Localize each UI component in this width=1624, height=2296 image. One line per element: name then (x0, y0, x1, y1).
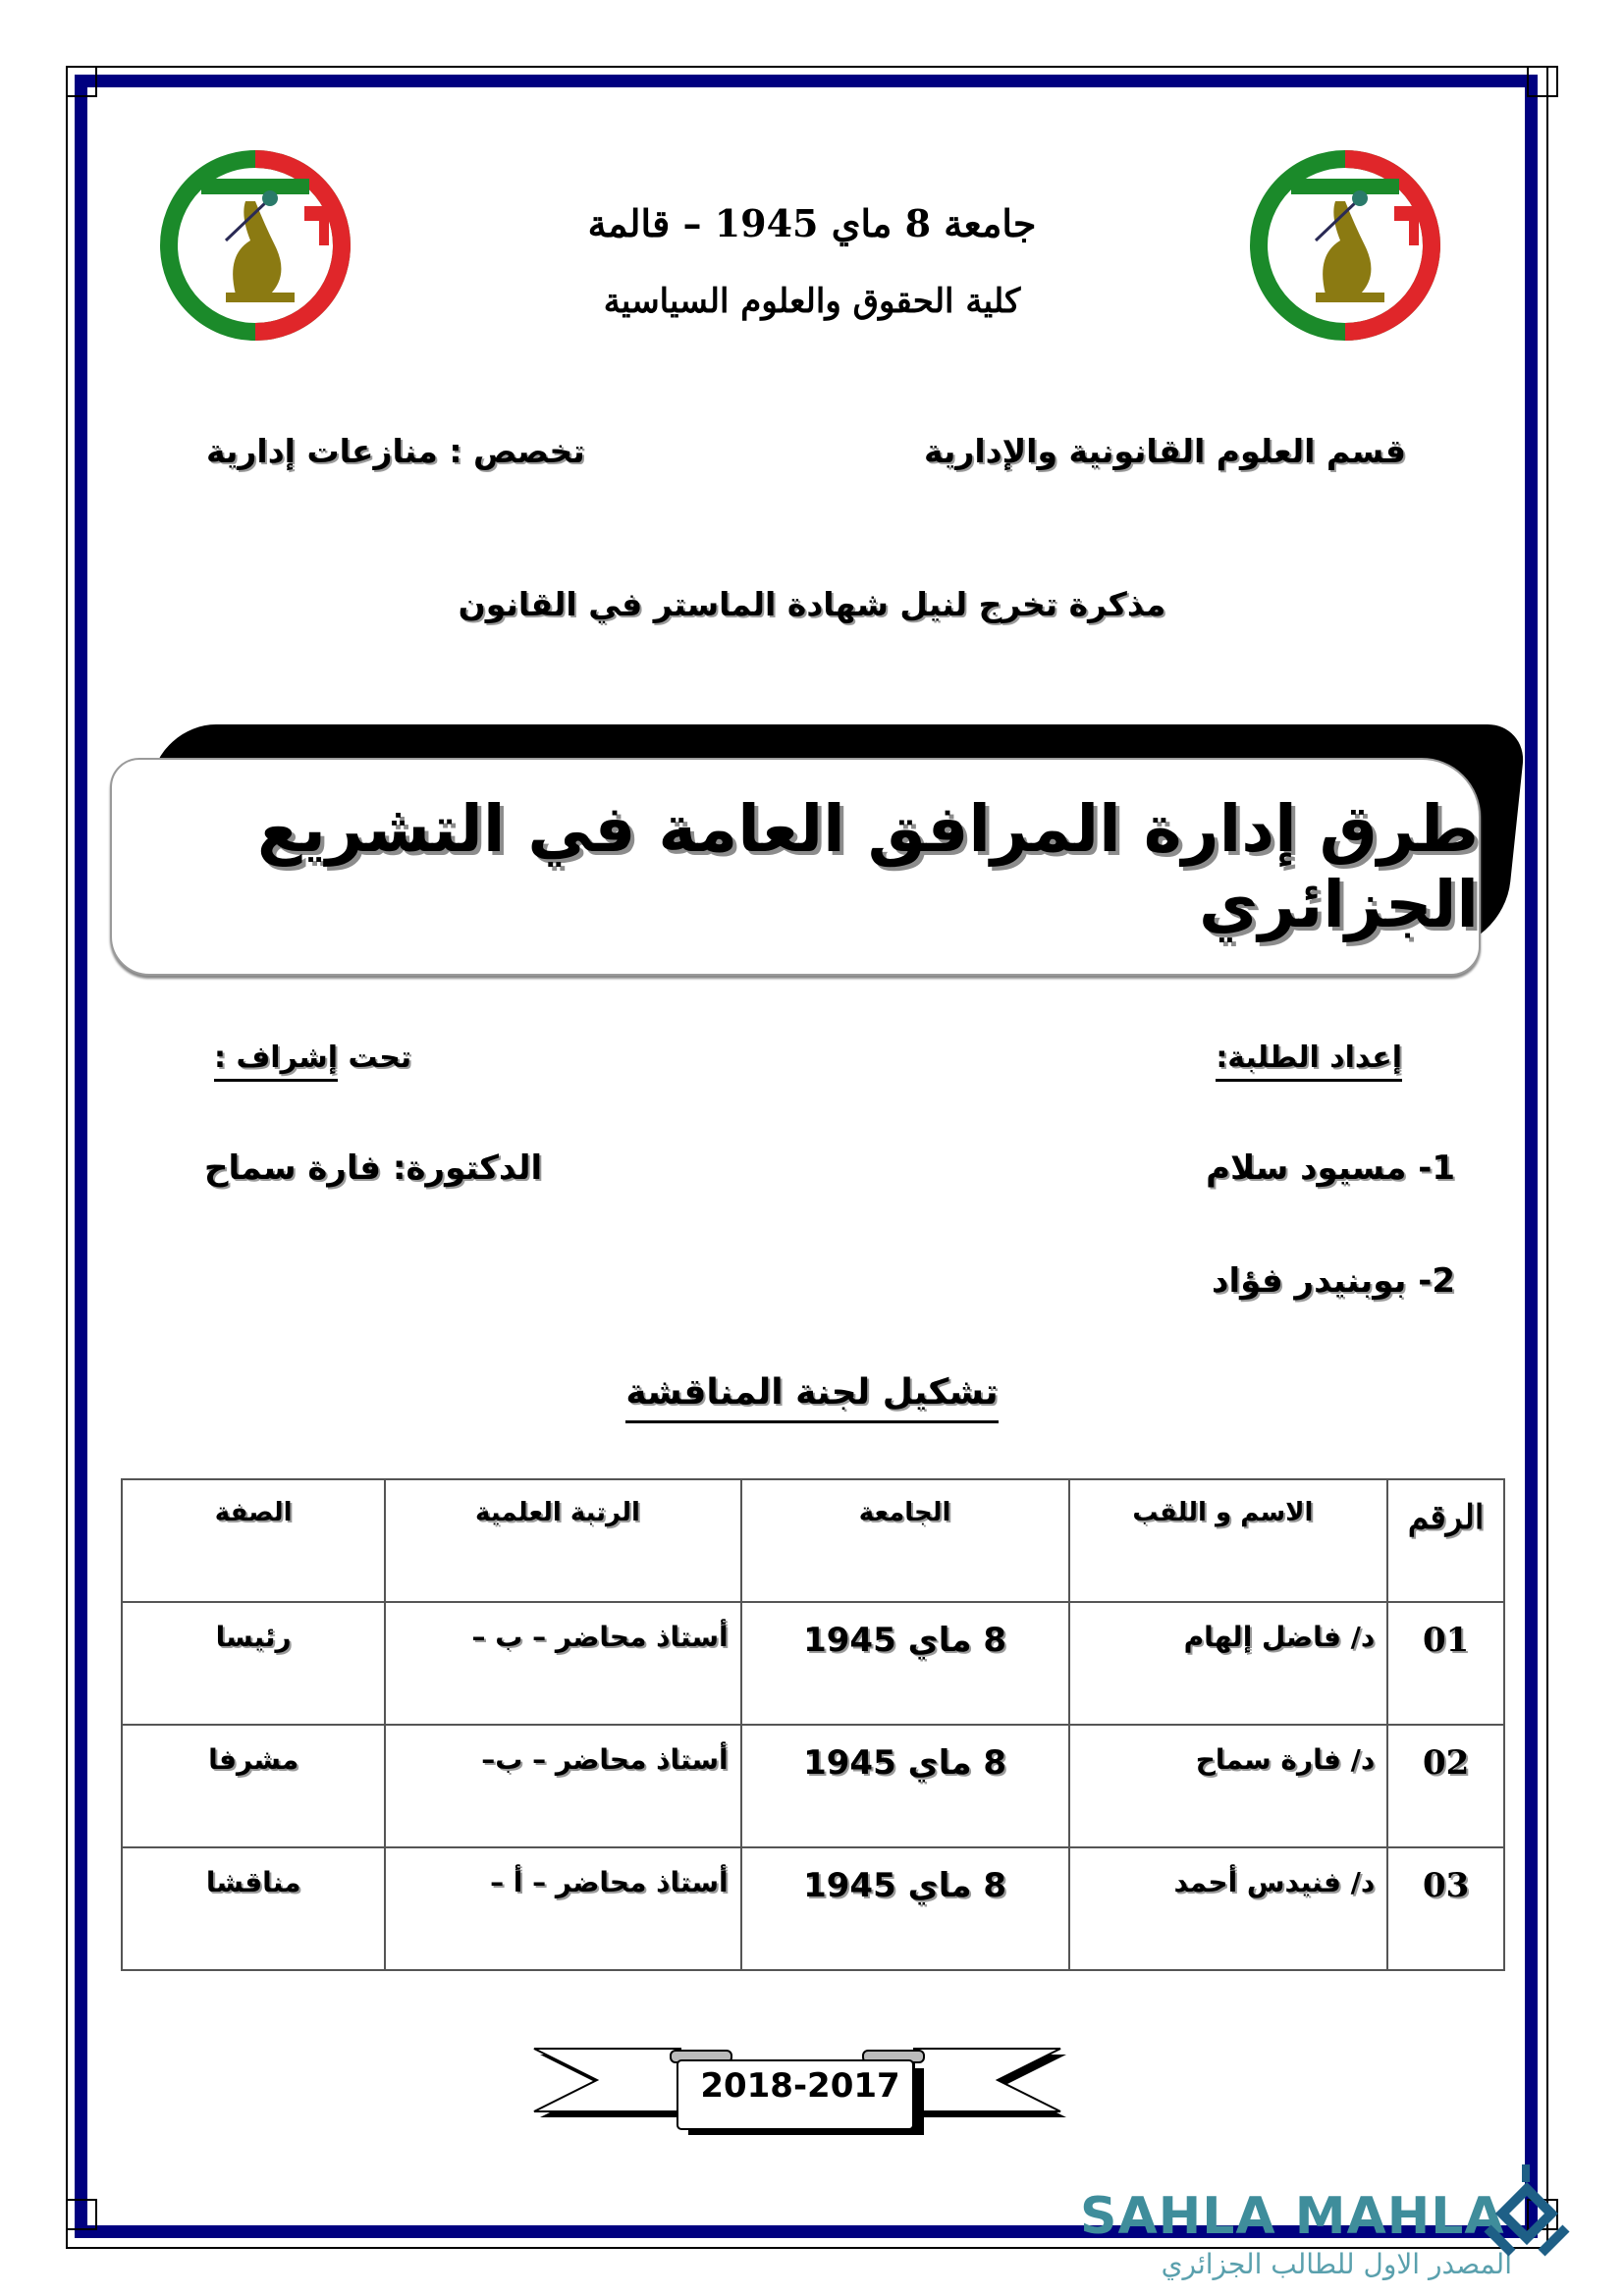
university-name: جامعة 8 ماي 1945 – قالمة (587, 201, 1037, 245)
table-row (122, 1847, 1504, 1970)
sahla-mahla-logo-icon (1473, 2160, 1581, 2268)
column-header-role: الصفة (122, 1479, 385, 1602)
cell-rank: أستاذ محاضر – ب – (385, 1602, 740, 1725)
committee-title-text: تشكيل لجنة المناقشة (625, 1372, 998, 1423)
supervision-label-prefix: تحت (338, 1041, 412, 1075)
cell-rank: أستاذ محاضر – ب– (385, 1725, 740, 1847)
table-row (122, 1725, 1504, 1847)
supervisor-name: الدكتورة: فارة سماح (204, 1148, 543, 1188)
table-row (122, 1602, 1504, 1725)
cell-university: 8 ماي 1945 (741, 1602, 1069, 1725)
faculty-name: كلية الحقوق والعلوم السياسية (603, 282, 1021, 321)
column-header-rank: الرتبة العلمية (385, 1479, 740, 1602)
watermark-tagline: المصدر الاول للطالب الجزائري (1161, 2248, 1512, 2280)
university-emblem-icon (157, 147, 353, 344)
cell-rank: أستاذ محاضر – أ – (385, 1847, 740, 1970)
thesis-title: طرق إدارة المرافق العامة في التشريع الجزائري (257, 791, 1479, 942)
committee-table (121, 1478, 1505, 1971)
cell-university: 8 ماي 1945 (741, 1725, 1069, 1847)
watermark-text: SAHLA MAHLA (1080, 2187, 1505, 2246)
corner-ornament-top-right (1527, 66, 1558, 97)
title-box (110, 758, 1481, 976)
column-header-number: الرقم (1387, 1479, 1504, 1602)
corner-ornament-bottom-left (66, 2199, 97, 2230)
cell-name: د/ فاضل إلهام (1069, 1602, 1388, 1725)
cell-role: رئيسا (122, 1602, 385, 1725)
cell-number: 01 (1387, 1602, 1504, 1725)
cell-name: د/ فنيدس أحمد (1069, 1847, 1388, 1970)
student-item: 2- بوبنيدر فؤاد (1212, 1261, 1455, 1301)
column-header-name: الاسم و اللقب (1069, 1479, 1388, 1602)
department-name: قسم العلوم القانونية والإدارية (923, 432, 1406, 470)
supervision-label (214, 1041, 411, 1082)
cell-university: 8 ماي 1945 (741, 1847, 1069, 1970)
cell-number: 02 (1387, 1725, 1504, 1847)
cell-number: 03 (1387, 1847, 1504, 1970)
student-item: 1- مسيود سلام (1206, 1148, 1455, 1188)
specialty: تخصص : منازعات إدارية (206, 432, 585, 470)
university-emblem-icon (1247, 147, 1443, 344)
memo-type: مذكرة تخرج لنيل شهادة الماستر في القانون (458, 585, 1166, 623)
students-label: إعداد الطلبة: (1216, 1041, 1402, 1082)
cell-name: د/ فارة سماح (1069, 1725, 1388, 1847)
corner-ornament-top-left (66, 66, 97, 97)
cell-role: مشرفا (122, 1725, 385, 1847)
academic-year: 2018-2017 (700, 2066, 900, 2106)
cell-role: مناقشا (122, 1847, 385, 1970)
table-header-row (122, 1479, 1504, 1602)
supervision-label-main: إشراف : (214, 1041, 338, 1082)
column-header-university: الجامعة (741, 1479, 1069, 1602)
committee-title (491, 1372, 1133, 1413)
